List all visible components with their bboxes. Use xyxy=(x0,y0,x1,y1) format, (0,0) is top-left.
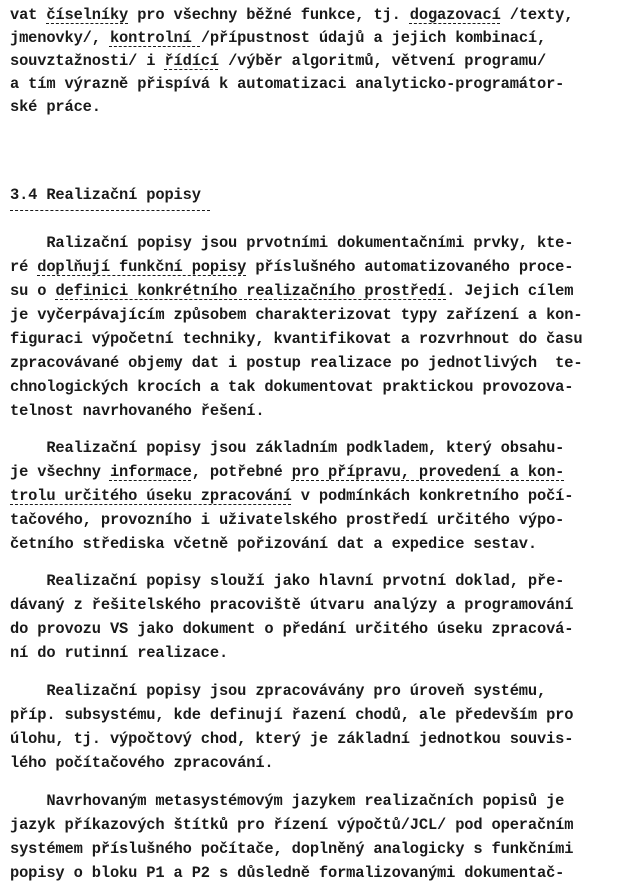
text-segment: příslušného automatizovaného proce- xyxy=(246,258,574,276)
text-segment: telnost navrhovaného řešení. xyxy=(10,402,265,420)
text-segment: jazyk příkazových štítků pro řízení výpočtů/JCL/ pod operačním xyxy=(10,816,574,834)
text-line xyxy=(10,437,564,459)
text-segment: je vyčerpávajícím způsobem charakterizovat typy zařízení a kon- xyxy=(10,306,583,324)
text-line xyxy=(10,570,564,592)
text-segment: četního střediska včetně pořizování dat a expedice sestav. xyxy=(10,535,537,553)
text-segment: popisy o bloku P1 a P2 s důsledně formalizovanými dokumentač- xyxy=(10,864,565,882)
text-segment: do provozu VS jako dokument o předání určitého úseku zpracová- xyxy=(10,620,574,638)
text-segment: vat xyxy=(10,6,47,24)
text-line xyxy=(10,280,573,302)
heading-underline xyxy=(10,210,210,211)
text-segment: 3.4 Realizační popisy xyxy=(10,186,201,204)
text-line xyxy=(10,96,101,118)
text-segment: tačového, provozního i uživatelského prostředí určitého výpo- xyxy=(10,511,565,529)
text-segment: ské práce. xyxy=(10,98,101,116)
text-line xyxy=(10,752,274,774)
text-segment: jmenovky/, xyxy=(10,29,110,47)
underlined-text: číselníky xyxy=(46,6,129,24)
text-segment: Realizační popisy jsou zpracovávány pro úroveň systému, xyxy=(10,682,547,700)
text-line xyxy=(10,461,564,483)
text-line xyxy=(10,790,564,812)
text-segment: úlohu, tj. výpočtový chod, který je základní jednotkou souvis- xyxy=(10,730,574,748)
text-segment: /texty, xyxy=(500,6,574,24)
text-line xyxy=(10,509,564,531)
text-segment: dávaný z řešitelského pracoviště útvaru analýzy a programování xyxy=(10,596,574,614)
underlined-text: pro přípravu, provedení a kon- xyxy=(291,463,565,481)
text-segment: a tím výrazně přispívá k automatizaci analyticko-programátor- xyxy=(10,75,565,93)
underlined-text: definici konkrétního realizačního prostředí xyxy=(55,282,447,300)
underlined-text: řídící xyxy=(164,52,219,70)
text-line xyxy=(10,232,573,254)
text-line xyxy=(10,352,582,374)
text-segment: pro všechny běžné funkce, tj. xyxy=(128,6,410,24)
text-segment: /přípustnost údajů a jejich kombinací, xyxy=(200,29,547,47)
text-line xyxy=(10,594,573,616)
underlined-text: trolu určitého úseku zpracování xyxy=(10,487,292,505)
section-heading xyxy=(10,184,201,206)
text-line xyxy=(10,618,573,640)
text-segment: figuraci výpočetní techniky, kvantifikovat a rozvrhnout do času xyxy=(10,330,583,348)
text-segment: Ralizační popisy jsou prvotními dokumentačními prvky, kte- xyxy=(10,234,574,252)
text-segment: ní do rutinní realizace. xyxy=(10,644,229,662)
text-line xyxy=(10,50,546,72)
text-line xyxy=(10,680,546,702)
text-segment: Realizační popisy jsou základním podkladem, který obsahu- xyxy=(10,439,565,457)
underlined-text: informace xyxy=(109,463,192,481)
text-segment: su o xyxy=(10,282,56,300)
text-line xyxy=(10,814,573,836)
underlined-text: doplňují funkční popisy xyxy=(37,258,247,276)
text-line xyxy=(10,256,573,278)
text-segment: . Jejich cílem xyxy=(446,282,574,300)
text-segment: příp. subsystému, kde definují řazení chodů, ale především pro xyxy=(10,706,574,724)
text-segment: chnologických krocích a tak dokumentovat praktickou provozova- xyxy=(10,378,574,396)
text-segment: zpracovávané objemy dat i postup realizace po jednotlivých te- xyxy=(10,354,583,372)
text-line xyxy=(10,304,582,326)
text-line xyxy=(10,642,228,664)
text-segment: systémem příslušného počítače, doplněný analogicky s funkčními xyxy=(10,840,574,858)
text-segment: ré xyxy=(10,258,38,276)
text-line xyxy=(10,862,564,884)
text-line xyxy=(10,533,537,555)
text-segment: lého počítačového zpracování. xyxy=(10,754,274,772)
text-line xyxy=(10,400,264,422)
text-line xyxy=(10,485,573,507)
text-segment: Navrhovaným metasystémovým jazykem realizačních popisů je xyxy=(10,792,565,810)
text-line xyxy=(10,838,573,860)
text-segment: v podmínkách konkretního počí- xyxy=(291,487,574,505)
underlined-text: kontrolní xyxy=(109,29,201,47)
text-line xyxy=(10,376,573,398)
text-segment: je všechny xyxy=(10,463,110,481)
text-segment: Realizační popisy slouží jako hlavní prvotní doklad, pře- xyxy=(10,572,565,590)
text-segment: souvztažnosti/ i xyxy=(10,52,165,70)
text-segment: , potřebné xyxy=(191,463,292,481)
underlined-text: dogazovací xyxy=(409,6,501,24)
text-line xyxy=(10,27,546,49)
text-line xyxy=(10,73,564,95)
text-segment: /výběr algoritmů, větvení programu/ xyxy=(218,52,547,70)
text-line xyxy=(10,4,573,26)
text-line xyxy=(10,704,573,726)
text-line xyxy=(10,728,573,750)
text-line xyxy=(10,328,582,350)
